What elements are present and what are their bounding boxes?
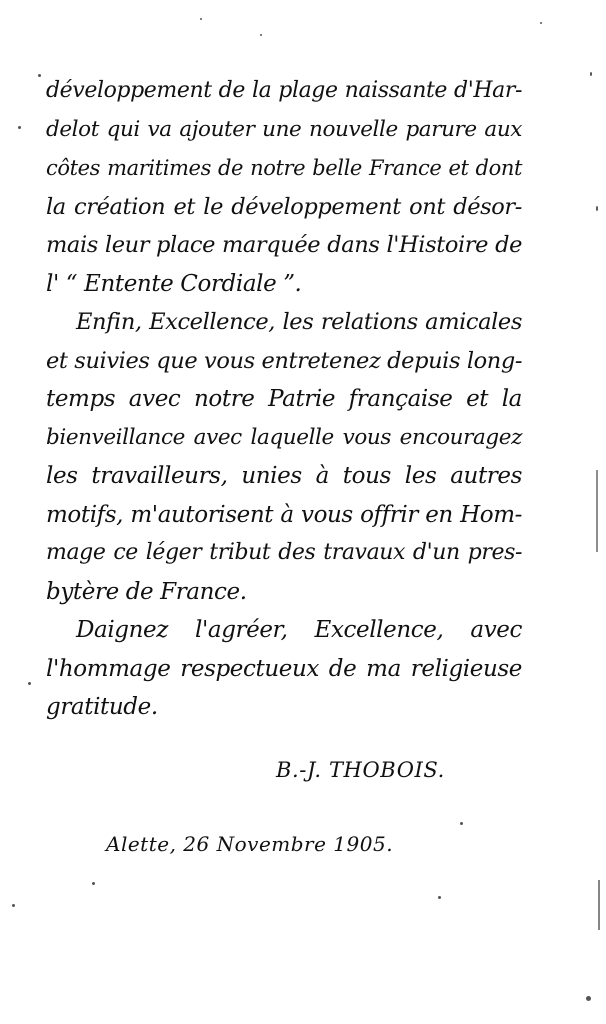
scan-edge-mark (596, 470, 598, 552)
text-line: motifs, m'autorisent à vous offrir en Hom- (46, 501, 522, 528)
text-line: la création et le développement ont désor- (46, 193, 522, 220)
text-line: Enfin, Excellence, les relations amicales (76, 309, 522, 335)
scan-speck (18, 126, 21, 129)
signature: B.-J. THOBOIS. (276, 758, 445, 782)
text-line: temps avec notre Patrie française et la (46, 386, 522, 412)
scan-speck (590, 72, 592, 76)
scan-speck (38, 74, 41, 77)
text-line: gratitude. (46, 694, 158, 720)
scan-speck (596, 206, 598, 211)
text-line: Daignez l'agréer, Excellence, avec (76, 617, 522, 643)
text-line: développement de la plage naissante d'Har- (46, 78, 522, 103)
dateline: Alette, 26 Novembre 1905. (106, 832, 394, 856)
text-line: l' “ Entente Cordiale ”. (46, 270, 302, 297)
text-line: l'hommage respectueux de ma religieuse (46, 655, 522, 682)
text-line: les travailleurs, unies à tous les autres (46, 463, 522, 489)
scan-speck (200, 18, 202, 20)
scan-speck (586, 996, 591, 1001)
scan-speck (92, 882, 95, 885)
letter-body (46, 72, 522, 727)
text-line: mais leur place marquée dans l'Histoire de (46, 232, 522, 258)
text-line: et suivies que vous entretenez depuis long- (46, 347, 523, 374)
scan-speck (12, 904, 15, 907)
text-line: delot qui va ajouter une nouvelle parure aux (46, 116, 522, 142)
scan-speck (260, 34, 262, 36)
scan-speck (28, 682, 31, 685)
text-line: bytère de France. (46, 578, 247, 605)
scan-speck (540, 22, 542, 24)
text-line: mage ce léger tribut des travaux d'un pres- (46, 540, 522, 565)
scan-edge-mark (598, 880, 600, 930)
text-line: côtes maritimes de notre belle France et dont (46, 156, 522, 180)
scan-speck (438, 896, 441, 899)
text-line: bienveillance avec laquelle vous encouragez (46, 424, 522, 450)
scan-speck (460, 822, 463, 825)
